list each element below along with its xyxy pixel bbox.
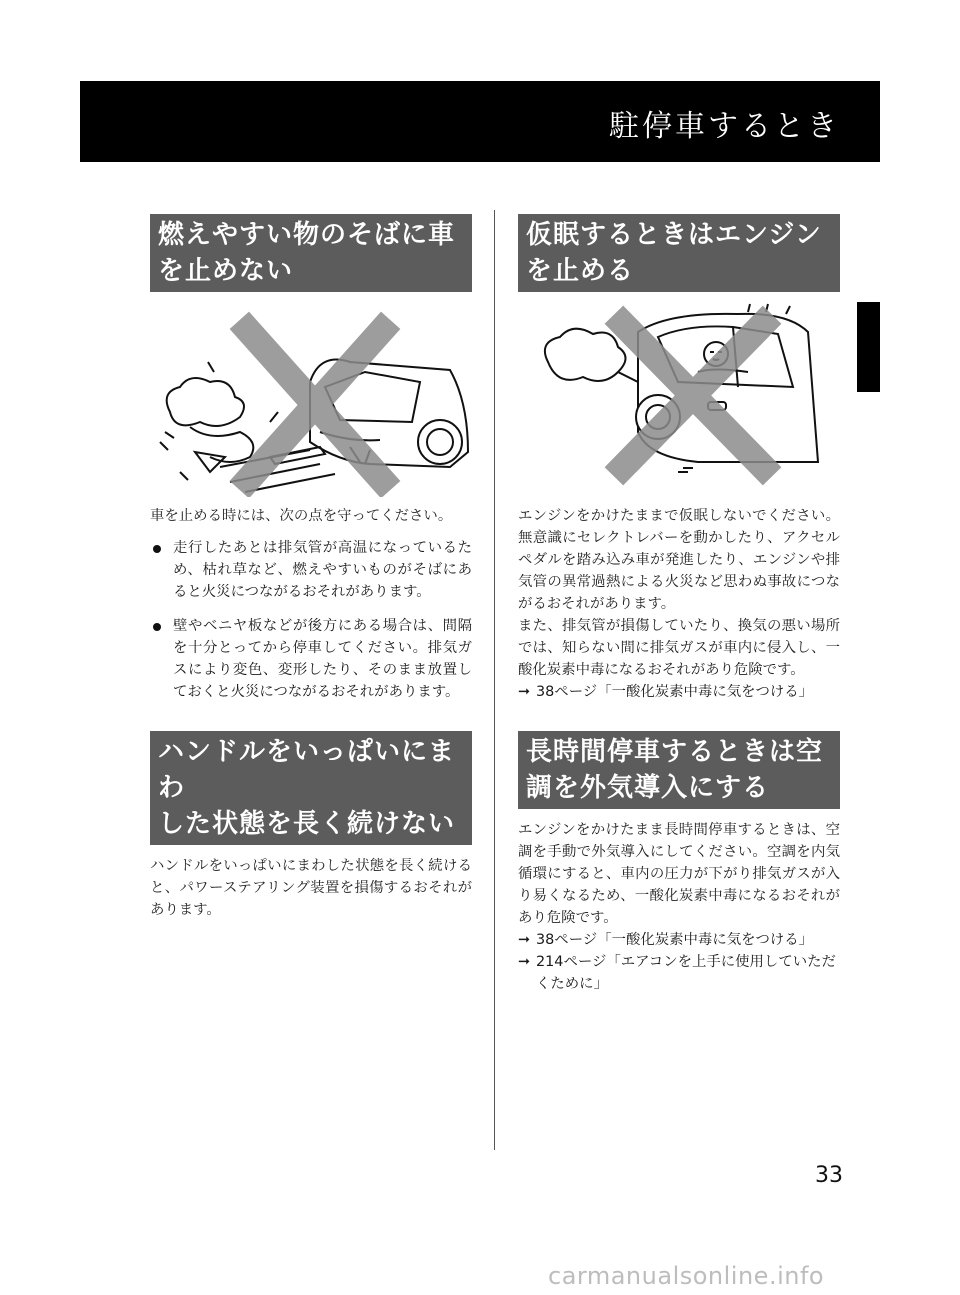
watermark: carmanualsonline.info xyxy=(548,1262,825,1290)
reference-text: 214ページ「エアコンを上手に使用していただくために」 xyxy=(536,954,836,992)
arrow-icon: ➞ xyxy=(518,932,531,948)
page-title: 駐停車するとき xyxy=(609,109,840,144)
heading-steering xyxy=(150,731,472,845)
heading-ventilation xyxy=(518,731,840,809)
steering-text: ハンドルをいっぱいにまわした状態を長く続けると、パワーステアリング装置を損傷するおそれがあります。 xyxy=(150,858,472,918)
nap-text-2: また、排気管が損傷していたり、換気の悪い場所では、知らない間に排気ガスが車内に侵入し、一酸化炭素中毒になるおそれがあり危険です。 xyxy=(518,618,840,678)
reference-text: 38ページ「一酸化炭素中毒に気をつける」 xyxy=(536,932,814,948)
reference-text: 38ページ「一酸化炭素中毒に気をつける」 xyxy=(536,684,814,700)
heading-line: ハンドルをいっぱいにまわ xyxy=(158,737,456,803)
reference-link[interactable] xyxy=(518,681,840,703)
header-bar xyxy=(80,81,880,162)
arrow-icon: ➞ xyxy=(518,954,531,970)
heading-line: 燃えやすい物のそばに車 xyxy=(158,220,456,250)
exhaust-near-grass-illustration xyxy=(150,292,472,497)
arrow-icon: ➞ xyxy=(518,684,531,700)
nap-text-1: エンジンをかけたままで仮眠しないでください。無意識にセレクトレバーを動かしたり、アクセルペダルを踏み込み車が発進したり、エンジンや排気管の異常過熱による火災など思わぬ事故につながるおそれがあります。 xyxy=(518,508,840,612)
heading-line: 長時間停車するときは空 xyxy=(526,737,824,767)
bullet-text: 走行したあとは排気管が高温になっているため、枯れ草など、燃えやすいものがそばにあると火災につながるおそれがあります。 xyxy=(173,540,472,600)
page-number: 33 xyxy=(815,1163,843,1188)
column-divider xyxy=(494,210,495,1150)
heading-line: を止める xyxy=(526,256,635,286)
heading-line: を止めない xyxy=(158,256,294,286)
reference-link[interactable] xyxy=(518,929,840,951)
list-item xyxy=(150,615,472,703)
reference-link[interactable] xyxy=(518,951,840,995)
bullet-dot xyxy=(153,545,161,553)
heading-line: 仮眠するときはエンジン xyxy=(526,220,822,250)
heading-line: 調を外気導入にする xyxy=(526,773,770,803)
intro-text: 車を止める時には、次の点を守ってください。 xyxy=(150,508,453,524)
heading-line: した状態を長く続けない xyxy=(158,809,456,839)
bullet-dot xyxy=(153,623,161,631)
list-item xyxy=(150,537,472,603)
heading-flammable xyxy=(150,214,472,292)
right-column xyxy=(518,214,840,995)
bullet-list xyxy=(150,537,472,703)
ventilation-text: エンジンをかけたまま長時間停車するときは、空調を手動で外気導入にしてください。空調を内気循環にすると、車内の圧力が下がり排気ガスが入り易くなるため、一酸化炭素中毒になるおそれがあり危険です。 xyxy=(518,822,840,926)
left-column xyxy=(150,214,472,921)
section-thumb-tab xyxy=(857,302,880,392)
bullet-text: 壁やベニヤ板などが後方にある場合は、間隔を十分とってから停車してください。排気ガスにより変色、変形したり、そのまま放置しておくと火災につながるおそれがあります。 xyxy=(173,618,472,700)
sleeping-in-car-illustration xyxy=(518,292,840,497)
heading-nap xyxy=(518,214,840,292)
